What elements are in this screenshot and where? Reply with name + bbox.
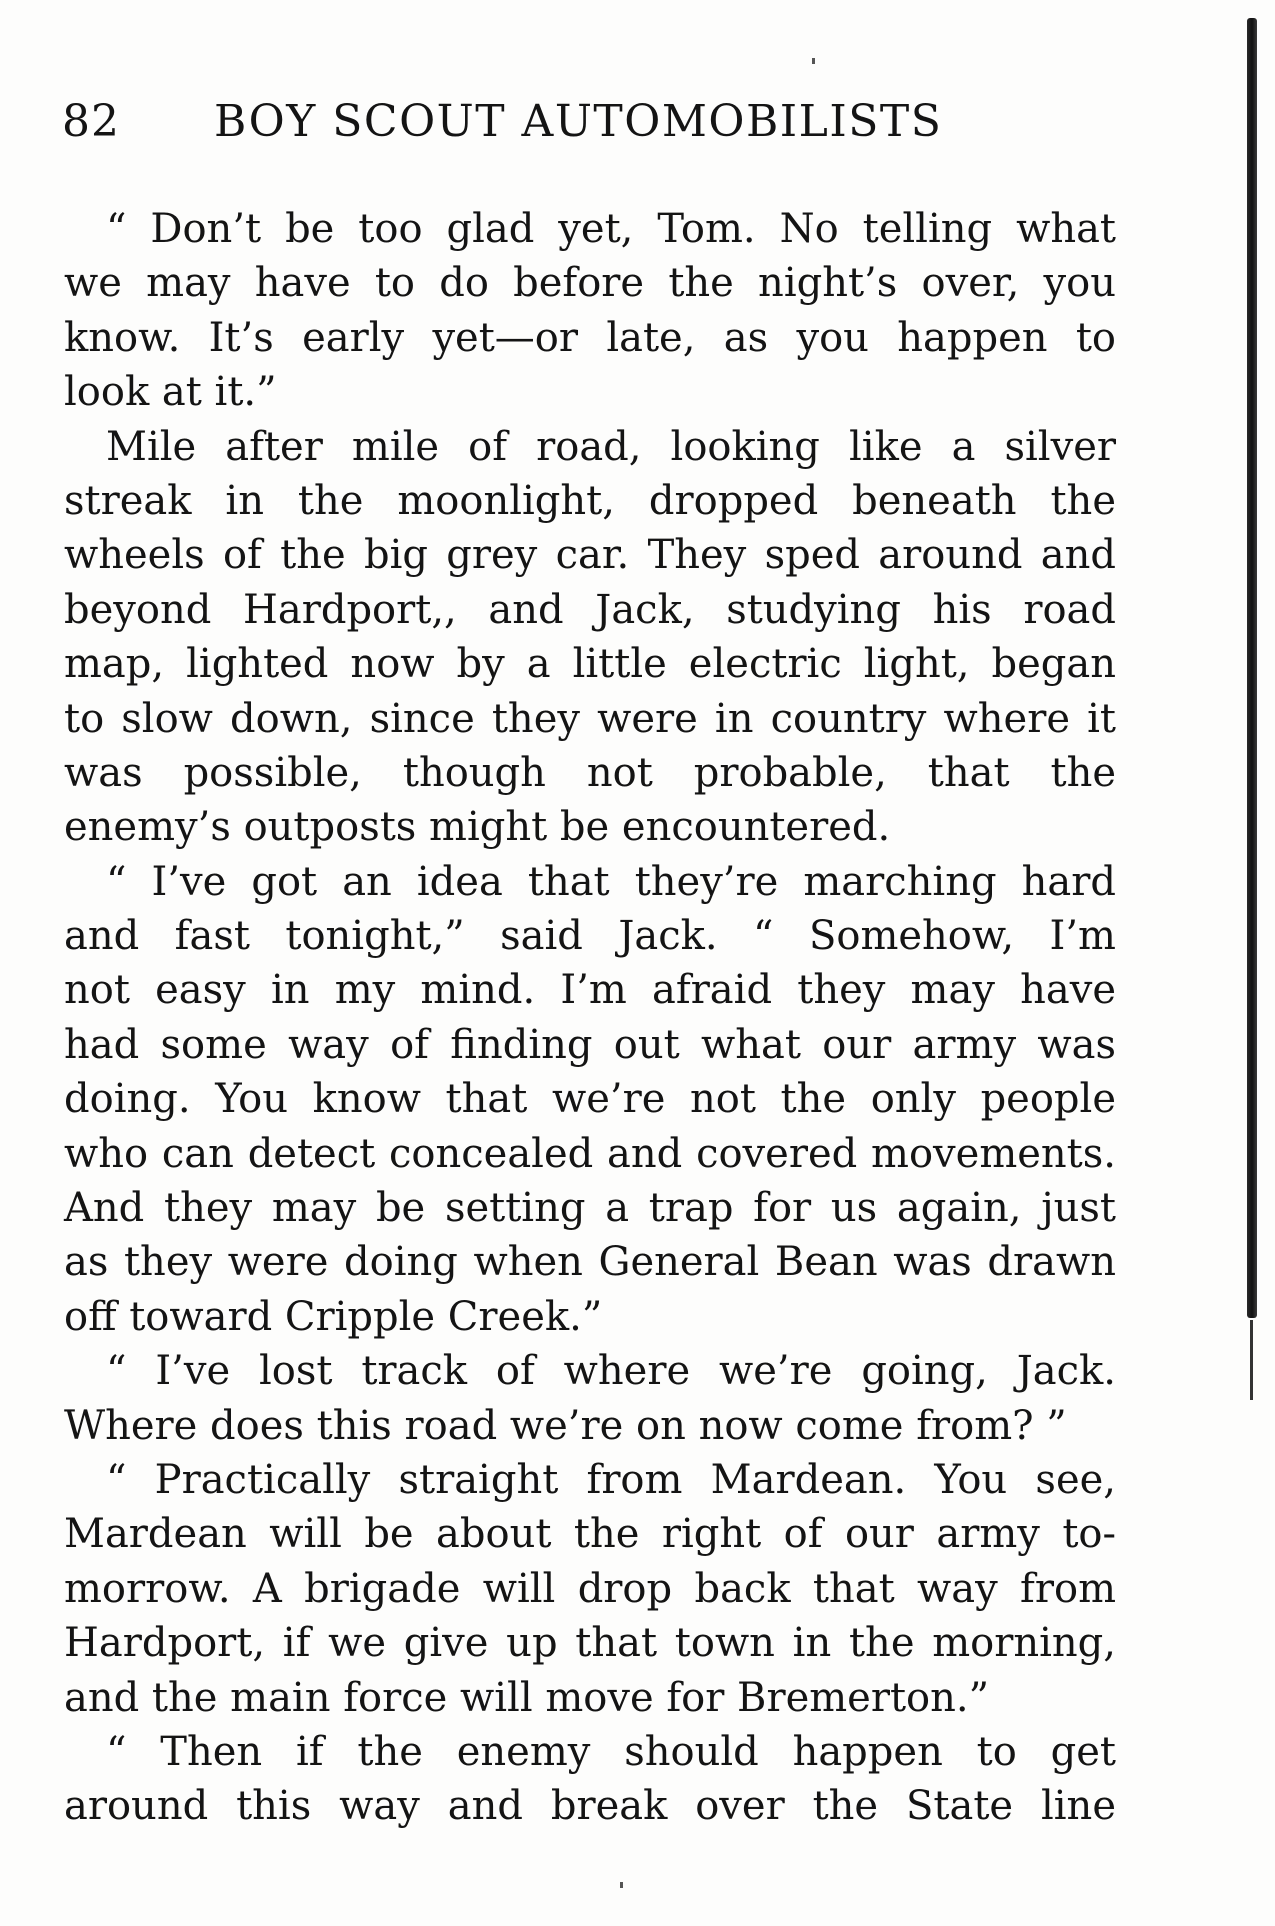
page-header bbox=[62, 92, 1112, 152]
print-speck bbox=[620, 1882, 623, 1888]
text-line: Where does this road we’re on now come from? ” bbox=[64, 1402, 1067, 1449]
running-title: BOY SCOUT AUTOMOBILISTS bbox=[214, 96, 943, 147]
page-binding-shadow-lower bbox=[1250, 1320, 1253, 1400]
text-line: doing. You know that we’re not the only people bbox=[64, 1076, 1116, 1123]
text-line: “ I’ve got an idea that they’re marching hard bbox=[106, 858, 1116, 905]
text-line: enemy’s outposts might be encountered. bbox=[64, 804, 891, 851]
text-line: “ Then if the enemy should happen to get bbox=[106, 1728, 1116, 1775]
text-line: know. It’s early yet—or late, as you happen to bbox=[64, 314, 1116, 361]
text-line: Hardport, if we give up that town in the morning, bbox=[64, 1620, 1116, 1667]
page-number: 82 bbox=[62, 96, 120, 147]
text-line: had some way of finding out what our army was bbox=[64, 1021, 1116, 1068]
text-line: And they may be setting a trap for us again, just bbox=[64, 1185, 1116, 1232]
text-line: not easy in my mind. I’m afraid they may have bbox=[64, 967, 1116, 1014]
text-line: wheels of the big grey car. They sped around and bbox=[64, 532, 1116, 579]
text-line: to slow down, since they were in country where it bbox=[64, 695, 1116, 742]
text-line: streak in the moonlight, dropped beneath the bbox=[64, 477, 1116, 524]
text-line: Mardean will be about the right of our army to- bbox=[64, 1511, 1116, 1558]
text-line: map, lighted now by a little electric light, began bbox=[64, 641, 1116, 688]
text-line: Mile after mile of road, looking like a silver bbox=[106, 423, 1116, 470]
body-text bbox=[64, 202, 1116, 1834]
text-line: beyond Hardport,, and Jack, studying his road bbox=[64, 586, 1116, 633]
text-line: and fast tonight,” said Jack. “ Somehow, I’m bbox=[64, 913, 1116, 960]
text-line: was possible, though not probable, that the bbox=[64, 749, 1116, 796]
text-line: off toward Cripple Creek.” bbox=[64, 1293, 603, 1340]
text-line: “ I’ve lost track of where we’re going, Jack. bbox=[106, 1348, 1116, 1395]
text-line: around this way and break over the State line bbox=[64, 1783, 1116, 1830]
text-line: look at it.” bbox=[64, 369, 277, 416]
text-line: we may have to do before the night’s over, you bbox=[64, 260, 1116, 307]
text-line: “ Practically straight from Mardean. You see, bbox=[106, 1456, 1116, 1503]
print-speck bbox=[812, 58, 815, 64]
text-line: who can detect concealed and covered movements. bbox=[64, 1130, 1116, 1177]
text-line: “ Don’t be too glad yet, Tom. No telling what bbox=[106, 206, 1116, 252]
text-line: and the main force will move for Bremerton.” bbox=[64, 1674, 990, 1721]
text-line: as they were doing when General Bean was drawn bbox=[64, 1239, 1116, 1286]
text-line: morrow. A brigade will drop back that way from bbox=[64, 1565, 1116, 1612]
page-binding-shadow bbox=[1247, 18, 1257, 1318]
